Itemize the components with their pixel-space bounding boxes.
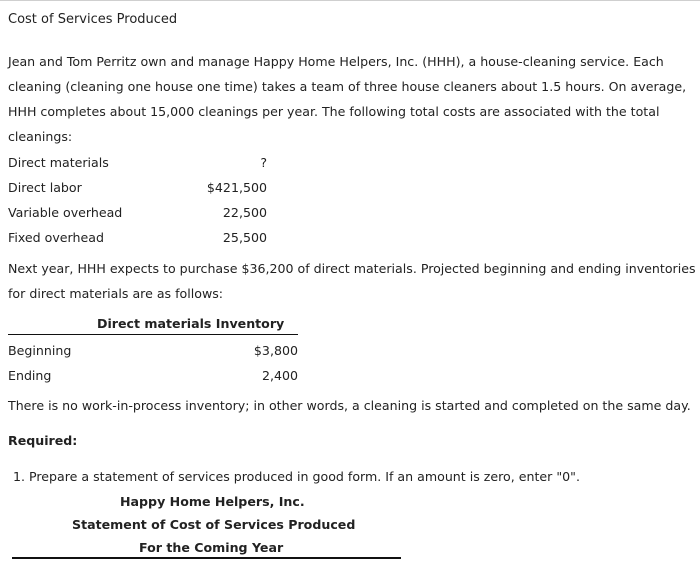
intro-line: cleaning (cleaning one house one time) takes a team of three house cleaners about 1.5 hours. On average, — [8, 79, 687, 94]
cost-value-variable-overhead: 22,500 — [222, 205, 267, 220]
cost-label-direct-labor: Direct labor — [8, 180, 82, 195]
inventory-label-beginning: Beginning — [8, 343, 72, 358]
inventory-value-beginning: $3,800 — [253, 343, 298, 358]
inventory-label-ending: Ending — [8, 368, 52, 383]
next-year-line: Next year, HHH expects to purchase $36,200 of direct materials. Projected beginning and ending inventories — [8, 261, 696, 276]
cost-value-direct-labor: $421,500 — [206, 180, 267, 195]
statement-company: Happy Home Helpers, Inc. — [120, 494, 305, 509]
intro-line: cleanings: — [8, 129, 73, 144]
cost-label-fixed-overhead: Fixed overhead — [8, 230, 104, 245]
page-title: Cost of Services Produced — [8, 12, 178, 27]
top-border — [0, 0, 700, 1]
statement-period: For the Coming Year — [139, 540, 284, 555]
cost-value-direct-materials: ? — [260, 155, 267, 170]
inventory-header-rule — [8, 334, 298, 335]
intro-paragraph — [8, 49, 694, 149]
intro-line: HHH completes about 15,000 cleanings per year. The following total costs are associated with the total — [8, 104, 660, 119]
cost-value-fixed-overhead: 25,500 — [222, 230, 267, 245]
intro-line: Jean and Tom Perritz own and manage Happy Home Helpers, Inc. (HHH), a house-cleaning service. Each — [8, 54, 664, 69]
next-year-line: for direct materials are as follows: — [8, 286, 224, 301]
question-text: 1. Prepare a statement of services produced in good form. If an amount is zero, enter "0". — [13, 469, 580, 484]
inventory-value-ending: 2,400 — [261, 368, 298, 383]
inventory-header: Direct materials Inventory — [97, 316, 285, 331]
cost-label-variable-overhead: Variable overhead — [8, 205, 123, 220]
required-label: Required: — [8, 433, 78, 448]
statement-heading-rule — [12, 557, 401, 559]
wip-note: There is no work-in-process inventory; in other words, a cleaning is started and completed on the same day. — [8, 398, 691, 413]
cost-label-direct-materials: Direct materials — [8, 155, 109, 170]
statement-title: Statement of Cost of Services Produced — [72, 517, 356, 532]
